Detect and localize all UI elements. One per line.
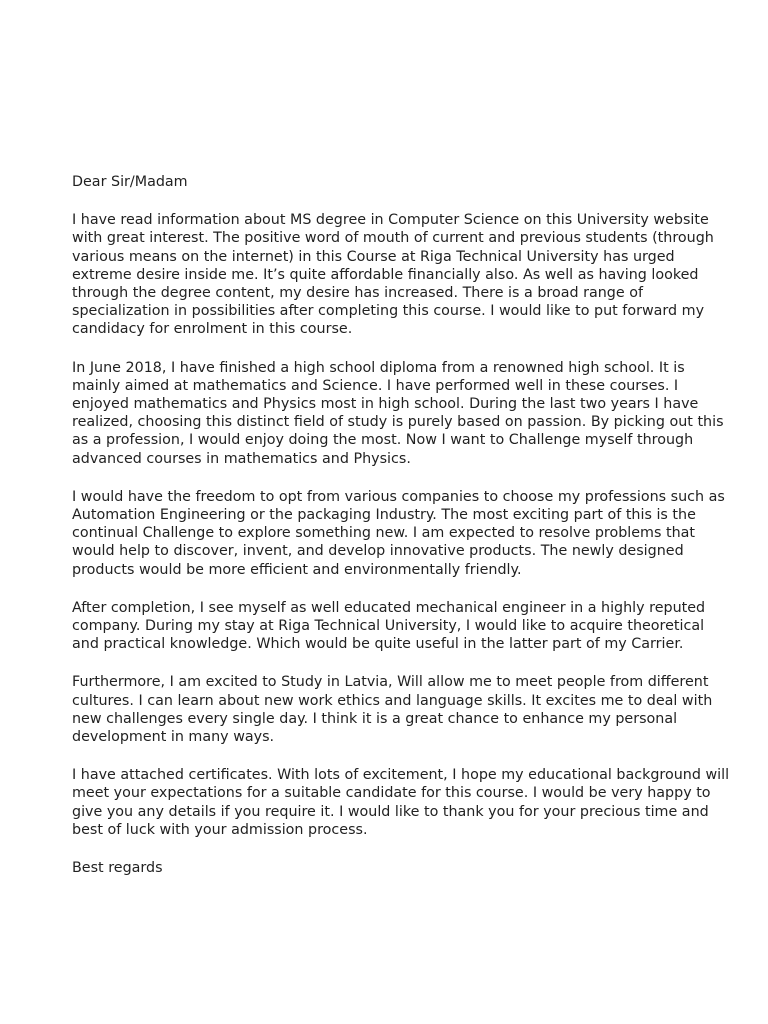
letter-paragraph-4: After completion, I see myself as well educated mechanical engineer in a highly reputed company. During my stay at Riga Technical University, I would like to acquire theoretical and practical knowledge. Which would be quite useful in the latter part of my Carrier. — [72, 599, 706, 653]
letter-paragraph-2: In June 2018, I have finished a high school diploma from a renowned high school. It is mainly aimed at mathematics and Science. I have performed well in these courses. I enjoyed mathematics and Physics most in high school. During the last two years I have realized, choosing this distinct field of study is purely based on passion. By picking out this as a profession, I would enjoy doing the most. Now I want to Challenge myself through advanced courses in mathematics and Physics. — [72, 359, 724, 467]
letter-paragraph-6: I have attached certificates. With lots of excitement, I hope my educational background will meet your expectations for a suitable candidate for this course. I would be very happy to give you any details if you require it. I would like to thank you for your precious time and best of luck with your admission process. — [72, 767, 730, 838]
letter-paragraph-1: I have read information about MS degree in Computer Science on this University website with great interest. The positive word of mouth of current and previous students (through various means on the internet) in this Course at Riga Technical University has urged extreme desire inside me. It’s quite affordable financially also. As well as having looked through the degree content, my desire has increased. There is a broad range of specialization in possibilities after completing this course. I would like to put forward my candidacy for enrolment in this course. — [72, 212, 714, 338]
letter-greeting: Dear Sir/Madam — [72, 174, 188, 190]
letter-body — [72, 173, 748, 877]
letter-paragraph-3: I would have the freedom to opt from various companies to choose my professions such as Automation Engineering or the packaging Industry. The most exciting part of this is the continual Challenge to explore something new. I am expected to resolve problems that would help to discover, invent, and develop innovative products. The newly designed products would be more efficient and environmentally friendly. — [72, 488, 725, 578]
letter-closing: Best regards — [72, 860, 163, 877]
letter-paragraph-5: Furthermore, I am excited to Study in Latvia, Will allow me to meet people from different cultures. I can learn about new work ethics and language skills. It excites me to deal with new challenges every single day. I think it is a great chance to enhance my personal development in many ways. — [72, 674, 713, 746]
